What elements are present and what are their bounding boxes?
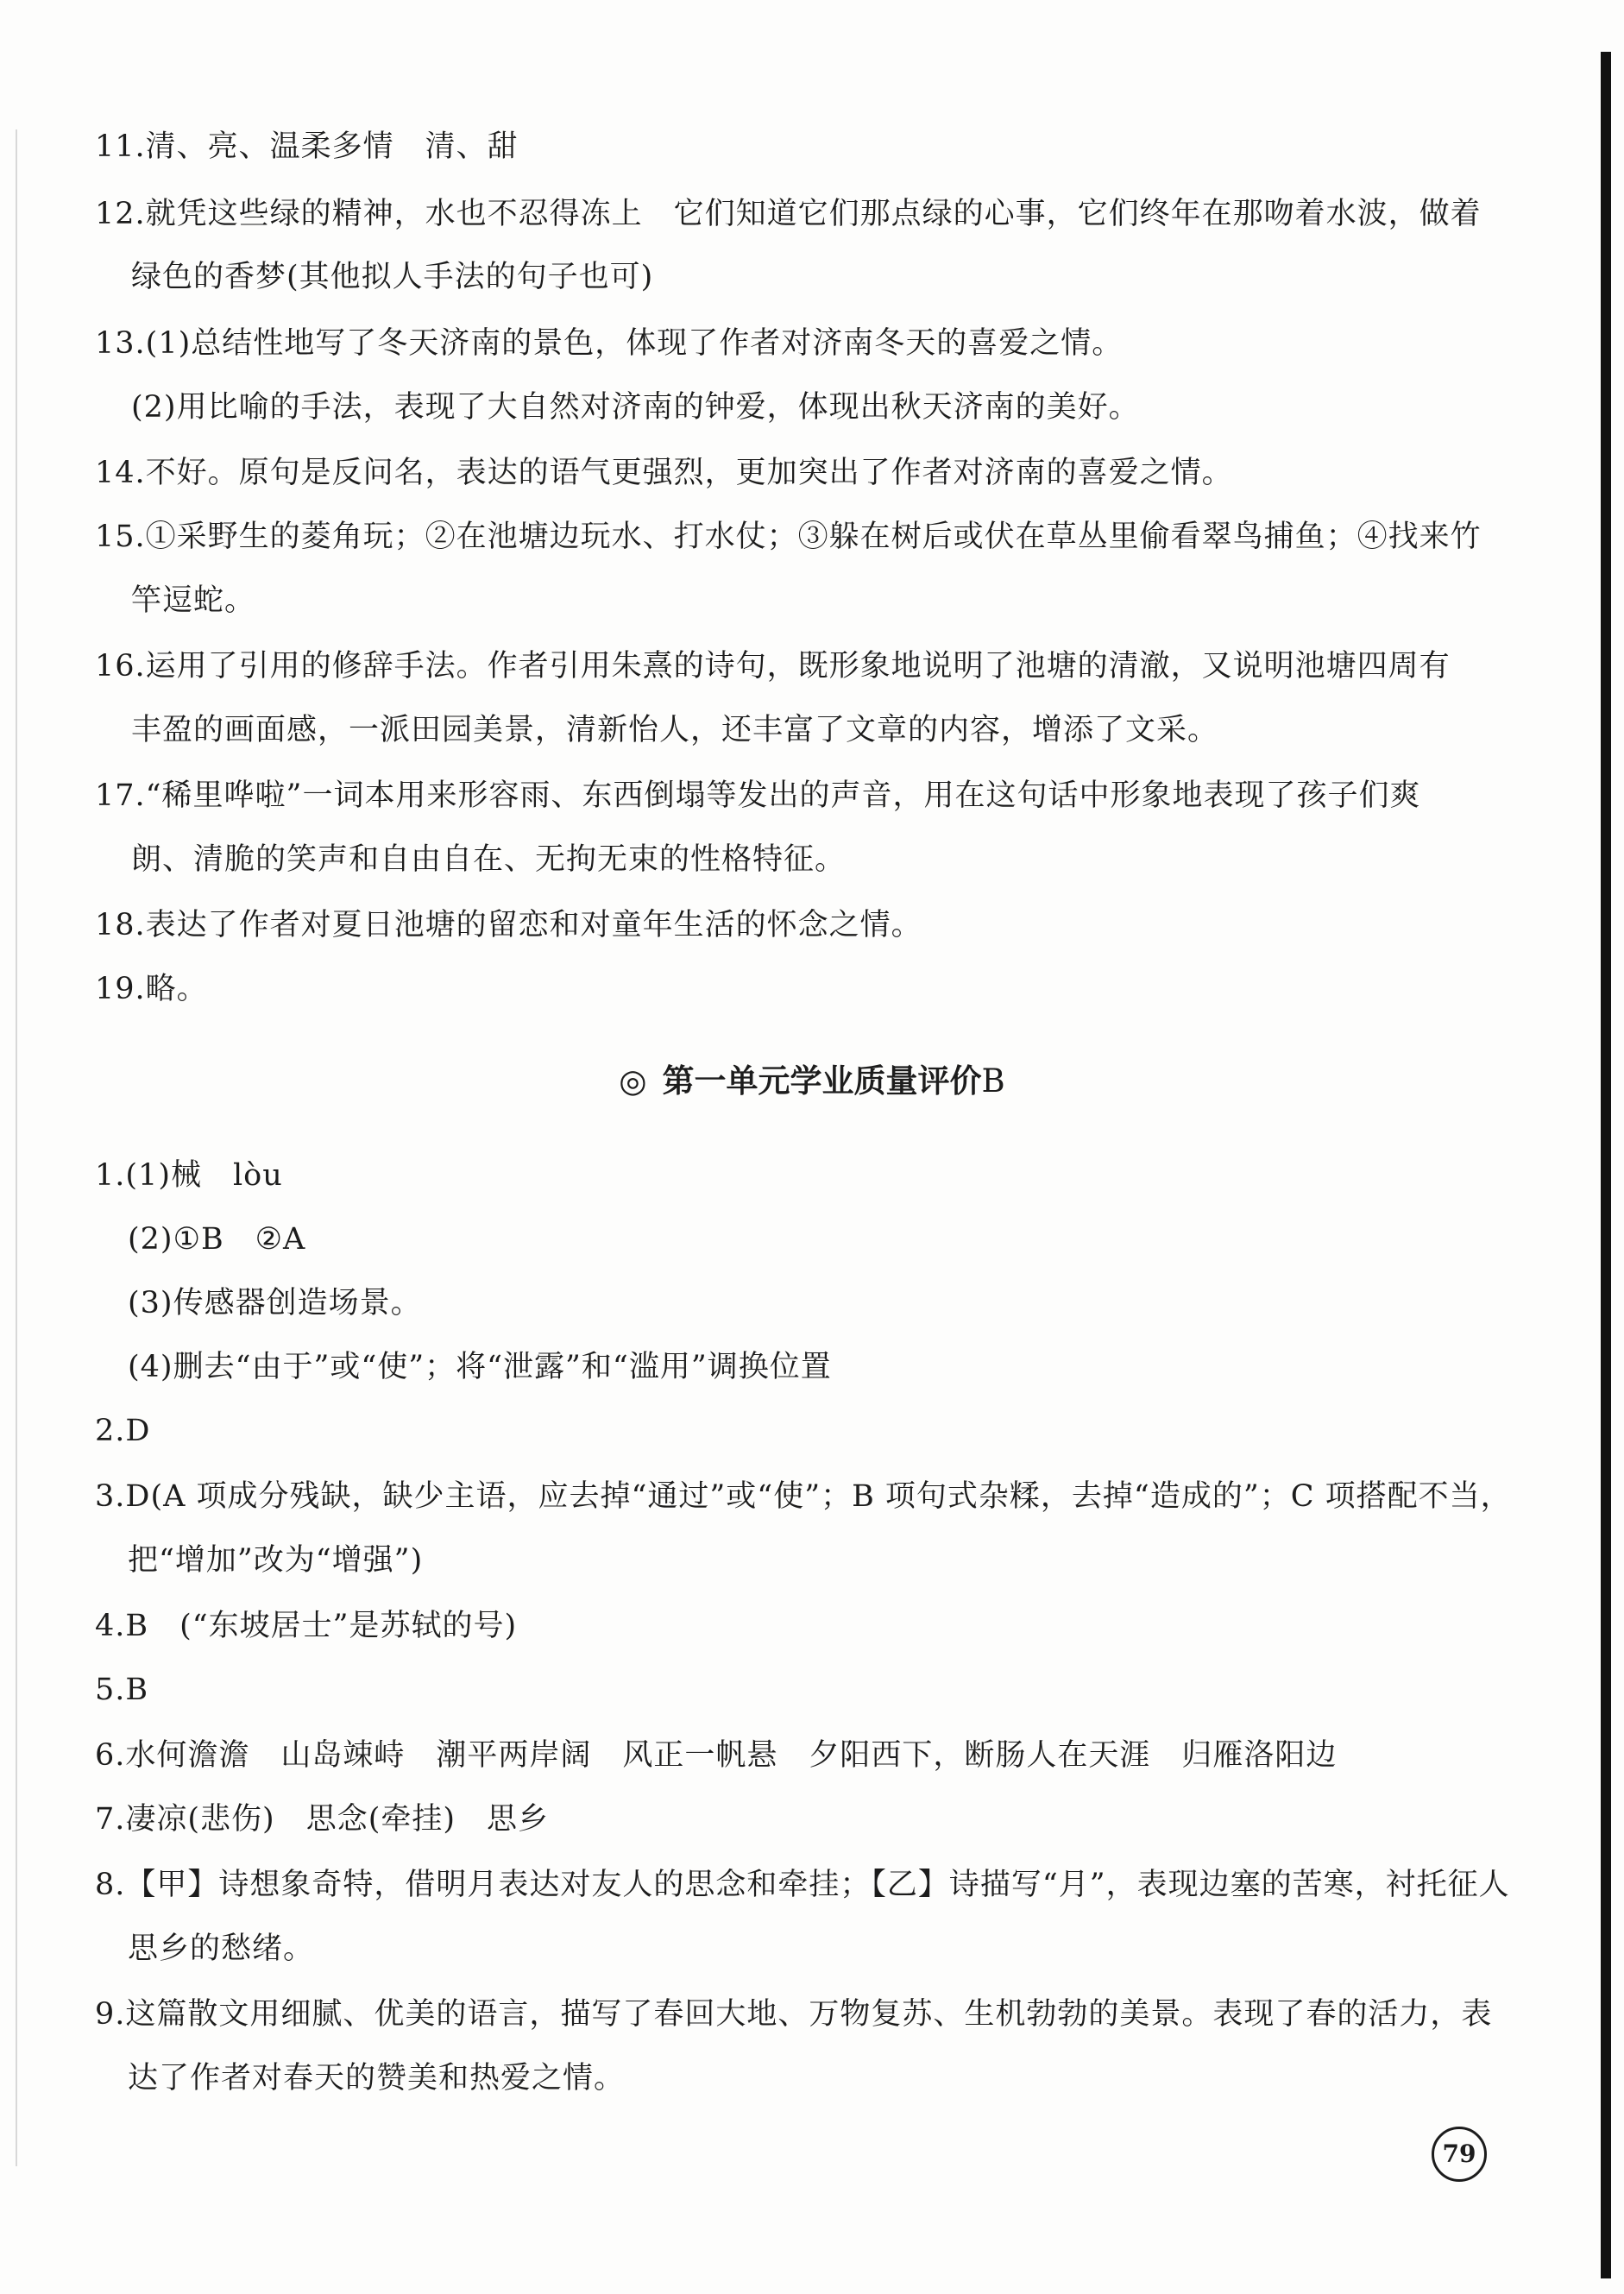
- answer-3: 3.D(A 项成分残缺，缺少主语，应去掉“通过”或“使”；B 项句式杂糅，去掉“造成的”；C 项搭配不当，: [95, 1479, 1512, 1514]
- answer-16-continued: 丰盈的画面感，一派田园美景，清新怡人，还丰富了文章的内容，增添了文采。: [131, 713, 1219, 747]
- answer-14: 14.不好。原句是反问名，表达的语气更强烈，更加突出了作者对济南的喜爱之情。: [95, 456, 1233, 490]
- answer-9: 9.这篇散文用细腻、优美的语言，描写了春回大地、万物复苏、生机勃勃的美景。表现了春的活力，表: [95, 1997, 1493, 2032]
- answer-17: 17.“稀里哗啦”一词本用来形容雨、东西倒塌等发出的声音，用在这句话中形象地表现了孩子们爽: [95, 778, 1421, 813]
- answer-8-continued: 思乡的愁绪。: [128, 1932, 315, 1966]
- answer-1-4: (4)删去“由于”或“使”；将“泄露”和“滥用”调换位置: [128, 1350, 832, 1384]
- answer-13-2: (2)用比喻的手法，表现了大自然对济南的钟爱，体现出秋天济南的美好。: [131, 390, 1140, 425]
- answer-19: 19.略。: [95, 972, 208, 1006]
- answer-4: 4.B (“东坡居士”是苏轼的号): [95, 1609, 518, 1643]
- answer-1-3: (3)传感器创造场景。: [128, 1286, 422, 1320]
- section-title-text: 第一单元学业质量评价: [662, 1062, 982, 1100]
- answer-2: 2.D: [95, 1414, 151, 1448]
- section-title-suffix: B: [981, 1062, 1005, 1100]
- answer-17-continued: 朗、清脆的笑声和自由自在、无拘无束的性格特征。: [131, 842, 847, 877]
- answer-13-1: 13.(1)总结性地写了冬天济南的景色，体现了作者对济南冬天的喜爱之情。: [95, 326, 1124, 361]
- answer-11: 11.清、亮、温柔多情 清、甜: [95, 129, 519, 164]
- answer-8: 8.【甲】诗想象奇特，借明月表达对友人的思念和牵挂；【乙】诗描写“月”，表现边塞的苦寒，衬托征人: [95, 1868, 1510, 1902]
- answer-5: 5.B: [95, 1673, 149, 1707]
- answer-1-2: (2)①B ②A: [128, 1222, 306, 1257]
- answer-12-continued: 绿色的香梦(其他拟人手法的句子也可): [131, 260, 654, 294]
- answer-9-continued: 达了作者对春天的赞美和热爱之情。: [128, 2061, 626, 2095]
- answer-1-1: 1.(1)械 lòu: [95, 1158, 283, 1193]
- section-title: [0, 1062, 1624, 1100]
- answer-6: 6.水何澹澹 山岛竦峙 潮平两岸阔 风正一帆悬 夕阳西下，断肠人在天涯 归雁洛阳边: [95, 1738, 1338, 1773]
- section-title-mark: ◎: [619, 1062, 647, 1100]
- answer-3-continued: 把“增加”改为“增强”): [128, 1543, 424, 1578]
- right-edge-bar: [1601, 52, 1611, 2278]
- answer-18: 18.表达了作者对夏日池塘的留恋和对童年生活的怀念之情。: [95, 908, 922, 942]
- answer-15: 15.①采野生的菱角玩；②在池塘边玩水、打水仗；③躲在树后或伏在草丛里偷看翠鸟捕鱼；④找来竹: [95, 520, 1482, 554]
- answer-15-continued: 竿逗蛇。: [131, 583, 256, 618]
- answer-16: 16.运用了引用的修辞手法。作者引用朱熹的诗句，既形象地说明了池塘的清澈，又说明池塘四周有: [95, 649, 1451, 684]
- answer-7: 7.凄凉(悲伤) 思念(牵挂) 思乡: [95, 1802, 550, 1837]
- left-margin-rule: [16, 129, 17, 2166]
- page-number: 79: [1432, 2127, 1487, 2182]
- answer-12: 12.就凭这些绿的精神，水也不忍得冻上 它们知道它们那点绿的心事，它们终年在那吻着水波，做着: [95, 197, 1482, 231]
